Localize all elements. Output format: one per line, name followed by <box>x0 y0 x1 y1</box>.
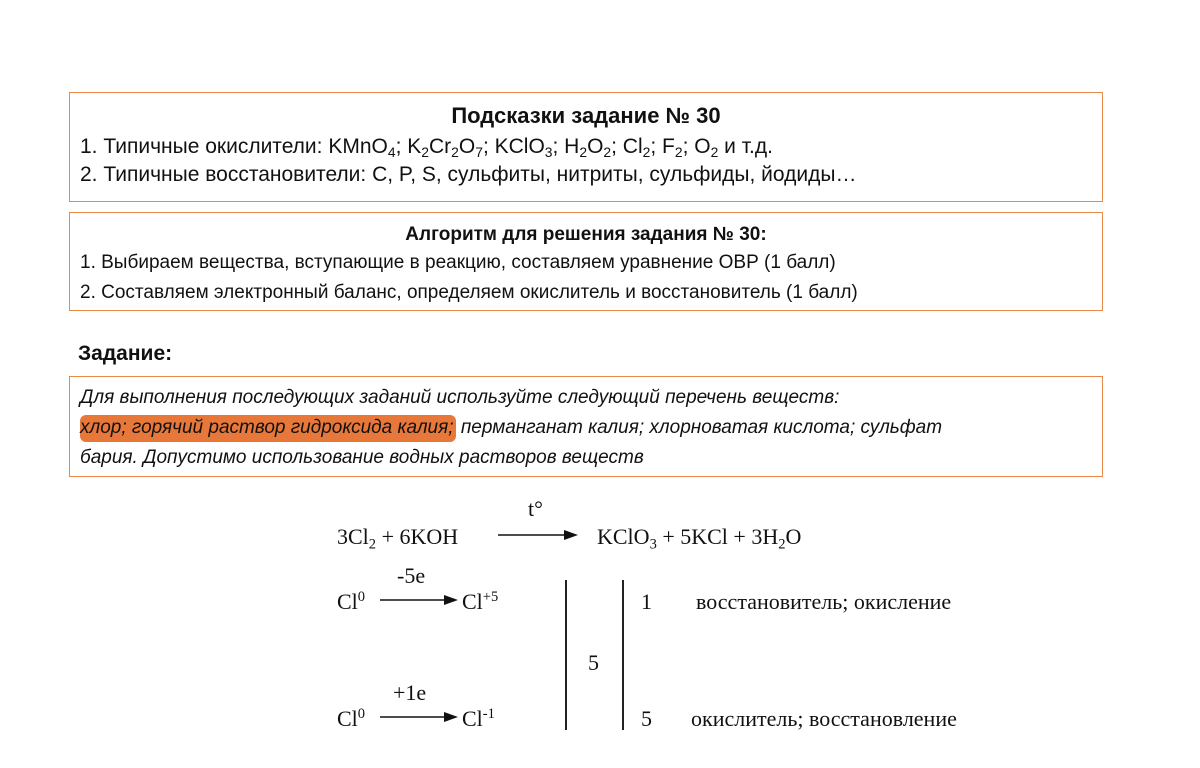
balance-divider-left <box>565 580 567 730</box>
oxidizers-prefix: 1. Типичные окислители: <box>80 135 329 158</box>
task-text <box>80 383 1092 473</box>
reactants: $3Cl_2 + 6KOH$ <box>337 524 459 553</box>
task-box <box>69 376 1103 477</box>
hints-box <box>69 92 1103 202</box>
coefficient-bottom: 5 <box>641 706 652 731</box>
reduction-arrow <box>380 710 460 724</box>
electrons-lost: -5e <box>397 563 426 588</box>
oxidizers-suffix: и т.д. <box>718 135 773 158</box>
task-line-1: Для выполнения последующих заданий используйте следующий перечень веществ: <box>80 387 840 408</box>
reaction-condition: t° <box>528 496 543 521</box>
hints-title: Подсказки задание № 30 <box>451 103 721 128</box>
algorithm-box <box>69 212 1103 311</box>
role-oxidizer: окислитель; восстановление <box>691 706 957 731</box>
oxidizers-line: 1. Типичные окислители: KMnO$_4$; $K_2Cr_2O_7$; KClO$_3$; $H_2O_2$; $Cl_2$; $F_2$; $O_2$ и т.д. <box>80 135 773 161</box>
cl0-top: Cl$^0$ <box>337 589 366 614</box>
reaction-arrow <box>498 528 580 542</box>
products: KClO$_3$ + $5KCl + 3H_2O$ <box>597 524 802 553</box>
cl-plus5: $Cl^{+5}$ <box>462 589 499 614</box>
oxidation-arrow <box>380 593 460 607</box>
algorithm-step: 1. Выбираем вещества, вступающие в реакцию, составляем уравнение ОВР (1 балл) <box>80 252 836 273</box>
algorithm-step: 2. Составляем электронный баланс, определяем окислитель и восстановитель (1 балл) <box>80 282 858 303</box>
cl-minus1: $Cl^{-1}$ <box>462 706 495 731</box>
task-line-2-rest: перманганат калия; хлорноватая кислота; сульфат <box>455 417 943 438</box>
coefficient-top: 1 <box>641 589 652 614</box>
reducers-line: 2. Типичные восстановители: C, P, S, сульфиты, нитриты, сульфиды, йодиды… <box>80 163 857 186</box>
algorithm-title: Алгоритм для решения задания № 30: <box>405 224 767 245</box>
highlighted-substances: хлор; горячий раствор гидроксида калия; <box>80 415 456 442</box>
cl0-bottom: Cl$^0$ <box>337 706 366 731</box>
role-reducer: восстановитель; окисление <box>696 589 952 614</box>
electrons-gained: +1e <box>393 680 427 705</box>
balance-divider-right <box>622 580 624 730</box>
least-common-multiple: 5 <box>588 650 599 675</box>
task-heading: Задание: <box>78 342 173 365</box>
task-line-3: бария. Допустимо использование водных растворов веществ <box>80 447 644 468</box>
